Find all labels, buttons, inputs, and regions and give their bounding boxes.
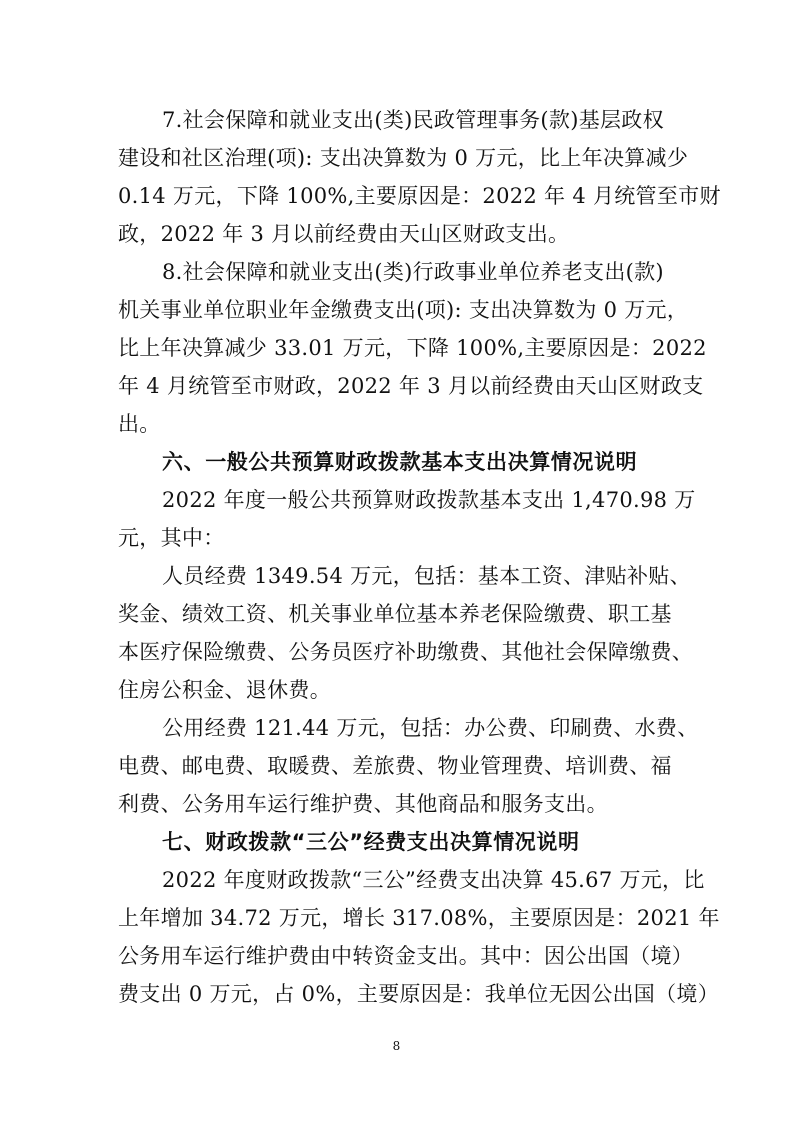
- paragraph-line: 政，2022 年 3 月以前经费由天山区财政支出。: [118, 222, 570, 246]
- paragraph-line: 年 4 月统管至市财政，2022 年 3 月以前经费由天山区财政支: [118, 374, 704, 398]
- section-heading: 六、一般公共预算财政拨款基本支出决算情况说明: [162, 450, 638, 474]
- paragraph-line: 0.14 万元，下降 100%,主要原因是：2022 年 4 月统管至市财: [118, 184, 721, 208]
- paragraph-line: 上年增加 34.72 万元，增长 317.08%，主要原因是：2021 年: [118, 906, 720, 930]
- paragraph-line: 元，其中：: [118, 526, 225, 550]
- paragraph-line: 建设和社区治理(项): 支出决算数为 0 万元，比上年决算减少: [118, 146, 689, 170]
- paragraph-line: 比上年决算减少 33.01 万元，下降 100%,主要原因是：2022: [118, 336, 707, 360]
- paragraph-line: 本医疗保险缴费、公务员医疗补助缴费、其他社会保障缴费、: [118, 640, 694, 664]
- paragraph-line: 8.社会保障和就业支出(类)行政事业单位养老支出(款): [162, 260, 664, 284]
- paragraph-line: 电费、邮电费、取暖费、差旅费、物业管理费、培训费、福: [118, 754, 672, 778]
- paragraph-line: 公用经费 121.44 万元，包括：办公费、印刷费、水费、: [162, 716, 699, 740]
- paragraph-line: 2022 年度一般公共预算财政拨款基本支出 1,470.98 万: [162, 488, 696, 512]
- paragraph-line: 2022 年度财政拨款“三公”经费支出决算 45.67 万元，比: [162, 868, 705, 892]
- paragraph-line: 住房公积金、退休费。: [118, 678, 331, 702]
- paragraph-line: 机关事业单位职业年金缴费支出(项): 支出决算数为 0 万元，: [118, 298, 689, 322]
- paragraph-line: 公务用车运行维护费由中转资金支出。其中：因公出国（境）: [118, 944, 694, 968]
- paragraph-line: 利费、公务用车运行维护费、其他商品和服务支出。: [118, 792, 608, 816]
- paragraph-line: 7.社会保障和就业支出(类)民政管理事务(款)基层政权: [162, 108, 664, 132]
- paragraph-line: 出。: [118, 412, 161, 436]
- paragraph-line: 费支出 0 万元，占 0%，主要原因是：我单位无因公出国（境）: [118, 982, 719, 1006]
- paragraph-line: 人员经费 1349.54 万元，包括：基本工资、津贴补贴、: [162, 564, 691, 588]
- paragraph-line: 奖金、绩效工资、机关事业单位基本养老保险缴费、职工基: [118, 602, 672, 626]
- section-heading: 七、财政拨款“三公”经费支出决算情况说明: [162, 830, 580, 854]
- page-number: 8: [392, 1039, 401, 1053]
